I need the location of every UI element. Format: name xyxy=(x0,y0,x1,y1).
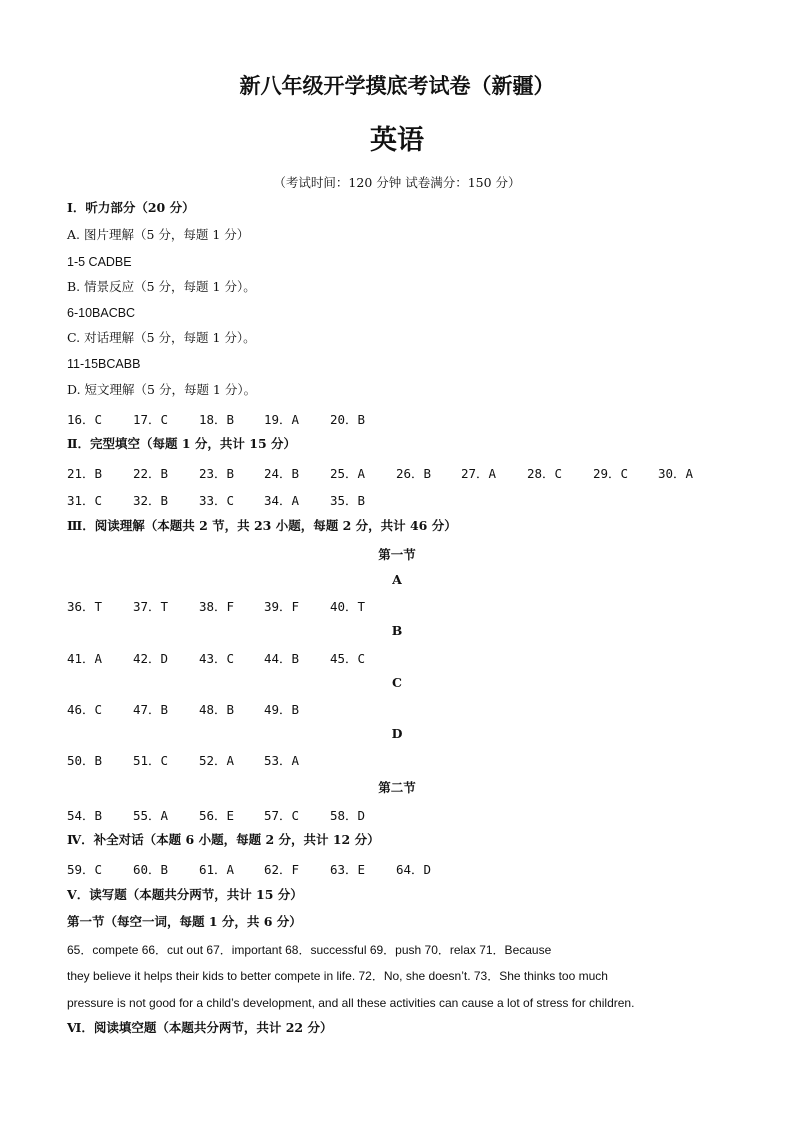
answer: 37．T xyxy=(133,599,169,614)
answer: 61．A xyxy=(199,862,235,877)
answer: 36．T xyxy=(67,599,103,614)
answer: 44．B xyxy=(264,651,300,666)
answer: 62．F xyxy=(264,862,300,877)
answer: 34．A xyxy=(264,493,300,508)
answer: 48．B xyxy=(199,702,235,717)
s5-answer-line-3: pressure is not good for a child’s development, and all these activities can cause a lot of stress for children. xyxy=(67,996,635,1010)
s3-part-2-label: 第二节 xyxy=(378,780,416,795)
answer: 41．A xyxy=(67,651,103,666)
answer: 23．B xyxy=(199,466,235,481)
s3-passage-b-label: B xyxy=(391,623,403,638)
answer: 16．C xyxy=(67,412,103,427)
answer: 51．C xyxy=(133,753,169,768)
s3-passage-c-label: C xyxy=(392,675,402,690)
answer: 24．B xyxy=(264,466,300,481)
answer: 63．E xyxy=(330,862,366,877)
s1-a-label: A. 图片理解（5 分，每题 1 分） xyxy=(67,227,250,242)
answer: 49．B xyxy=(264,702,300,717)
answer: 60．B xyxy=(133,862,169,877)
s1-b-label: B. 情景反应（5 分，每题 1 分）。 xyxy=(67,279,256,294)
answer: 17．C xyxy=(133,412,169,427)
answer: 64．D xyxy=(396,862,432,877)
page-title: 新八年级开学摸底考试卷（新疆） xyxy=(239,73,555,98)
s3-passage-d-label: D xyxy=(391,726,403,741)
section-5-heading: Ⅴ．读写题（本题共分两节，共计 15 分） xyxy=(67,887,303,902)
section-1-heading: Ⅰ．听力部分（20 分） xyxy=(67,200,195,215)
s1-c-label: C. 对话理解（5 分，每题 1 分）。 xyxy=(67,330,256,345)
answer: 21．B xyxy=(67,466,103,481)
subject-title: 英语 xyxy=(370,125,424,156)
answer: 39．F xyxy=(264,599,300,614)
s5-part-1-label: 第一节（每空一词，每题 1 分，共 6 分） xyxy=(67,914,302,929)
answer: 30．A xyxy=(658,466,694,481)
answer: 53．A xyxy=(264,753,300,768)
answer: 19．A xyxy=(264,412,300,427)
s3-part-1-label: 第一节 xyxy=(378,547,416,562)
answer: 50．B xyxy=(67,753,103,768)
answer: 47．B xyxy=(133,702,169,717)
answer: 28．C xyxy=(527,466,563,481)
answer: 57．C xyxy=(264,808,300,823)
s1-d-label: D. 短文理解（5 分，每题 1 分）。 xyxy=(67,382,257,397)
section-2-heading: Ⅱ．完型填空（每题 1 分，共计 15 分） xyxy=(67,436,297,451)
s3-passage-a-label: A xyxy=(392,572,402,587)
answer: 22．B xyxy=(133,466,169,481)
answer: 20．B xyxy=(330,412,366,427)
section-3-heading: Ⅲ．阅读理解（本题共 2 节，共 23 小题，每题 2 分，共计 46 分） xyxy=(67,518,457,533)
answer: 18．B xyxy=(199,412,235,427)
section-4-heading: Ⅳ．补全对话（本题 6 小题，每题 2 分，共计 12 分） xyxy=(67,832,380,847)
answer: 27．A xyxy=(461,466,497,481)
answer: 54．B xyxy=(67,808,103,823)
answer: 38．F xyxy=(199,599,235,614)
answer: 55．A xyxy=(133,808,169,823)
answer: 32．B xyxy=(133,493,169,508)
exam-meta: （考试时间：120 分钟 试卷满分：150 分） xyxy=(273,175,521,190)
answer: 40．T xyxy=(330,599,366,614)
answer: 33．C xyxy=(199,493,235,508)
s5-answer-line-2: they believe it helps their kids to better compete in life. 72．No, she doesn’t. 73．She thinks too much xyxy=(67,969,608,983)
s1-a-answers: 1-5 CADBE xyxy=(67,255,132,269)
answer: 45．C xyxy=(330,651,366,666)
answer: 43．C xyxy=(199,651,235,666)
answer: 59．C xyxy=(67,862,103,877)
answer: 58．D xyxy=(330,808,366,823)
answer: 35．B xyxy=(330,493,366,508)
s1-b-answers: 6-10BACBC xyxy=(67,306,136,320)
answer: 46．C xyxy=(67,702,103,717)
section-6-heading: Ⅵ．阅读填空题（本题共分两节，共计 22 分） xyxy=(67,1020,333,1035)
answer: 26．B xyxy=(396,466,432,481)
answer: 56．E xyxy=(199,808,235,823)
s5-answer-line-1: 65．compete 66．cut out 67．important 68．successful 69．push 70．relax 71．Because xyxy=(67,943,552,957)
answer: 52．A xyxy=(199,753,235,768)
answer: 29．C xyxy=(593,466,629,481)
s1-c-answers: 11-15BCABB xyxy=(67,357,141,371)
answer: 31．C xyxy=(67,493,103,508)
answer: 25．A xyxy=(330,466,366,481)
answer: 42．D xyxy=(133,651,169,666)
